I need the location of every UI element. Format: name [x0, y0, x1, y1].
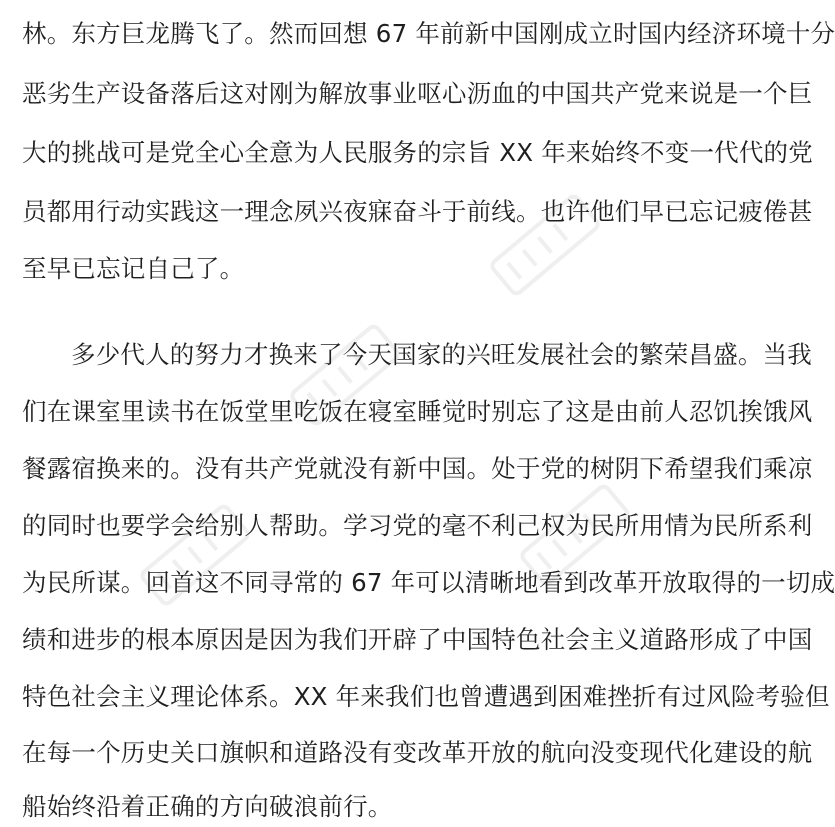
text-line: 多少代人的努力才换来了今天国家的兴旺发展社会的繁荣昌盛。当我	[71, 340, 812, 369]
text-line: 恶劣生产设备落后这对刚为解放事业呕心沥血的中国共产党来说是一个巨	[22, 79, 813, 108]
text-line: 的同时也要学会给别人帮助。学习党的毫不利己权为民所用情为民所系利	[22, 511, 813, 540]
text-line: 餐露宿换来的。没有共产党就没有新中国。处于党的树阴下希望我们乘凉	[22, 454, 813, 483]
text-line: 大的挑战可是党全心全意为人民服务的宗旨 XX 年来始终不变一代代的党	[22, 138, 813, 167]
text-line: 在每一个历史关口旗帜和道路没有变改革开放的航向没变现代化建设的航	[22, 738, 813, 767]
watermark-logo-icon	[120, 480, 270, 630]
text-line: 特色社会主义理论体系。XX 年来我们也曾遭遇到困难挫折有过风险考验但	[22, 682, 830, 711]
text-line: 绩和进步的根本原因是因为我们开辟了中国特色社会主义道路形成了中国	[22, 625, 813, 654]
text-line: 林。东方巨龙腾飞了。然而回想 67 年前新中国刚成立时国内经济环境十分	[22, 19, 835, 48]
text-line: 至早已忘记自己了。	[22, 254, 245, 283]
text-line: 船始终沿着正确的方向破浪前行。	[22, 792, 393, 821]
text-line: 为民所谋。回首这不同寻常的 67 年可以清晰地看到改革开放取得的一切成	[22, 568, 835, 597]
text-line: 员都用行动实践这一理念夙兴夜寐奋斗于前线。也许他们早已忘记疲倦甚	[22, 197, 813, 226]
text-line: 们在课室里读书在饭堂里吃饭在寝室睡觉时别忘了这是由前人忍饥挨饿风	[22, 397, 813, 426]
